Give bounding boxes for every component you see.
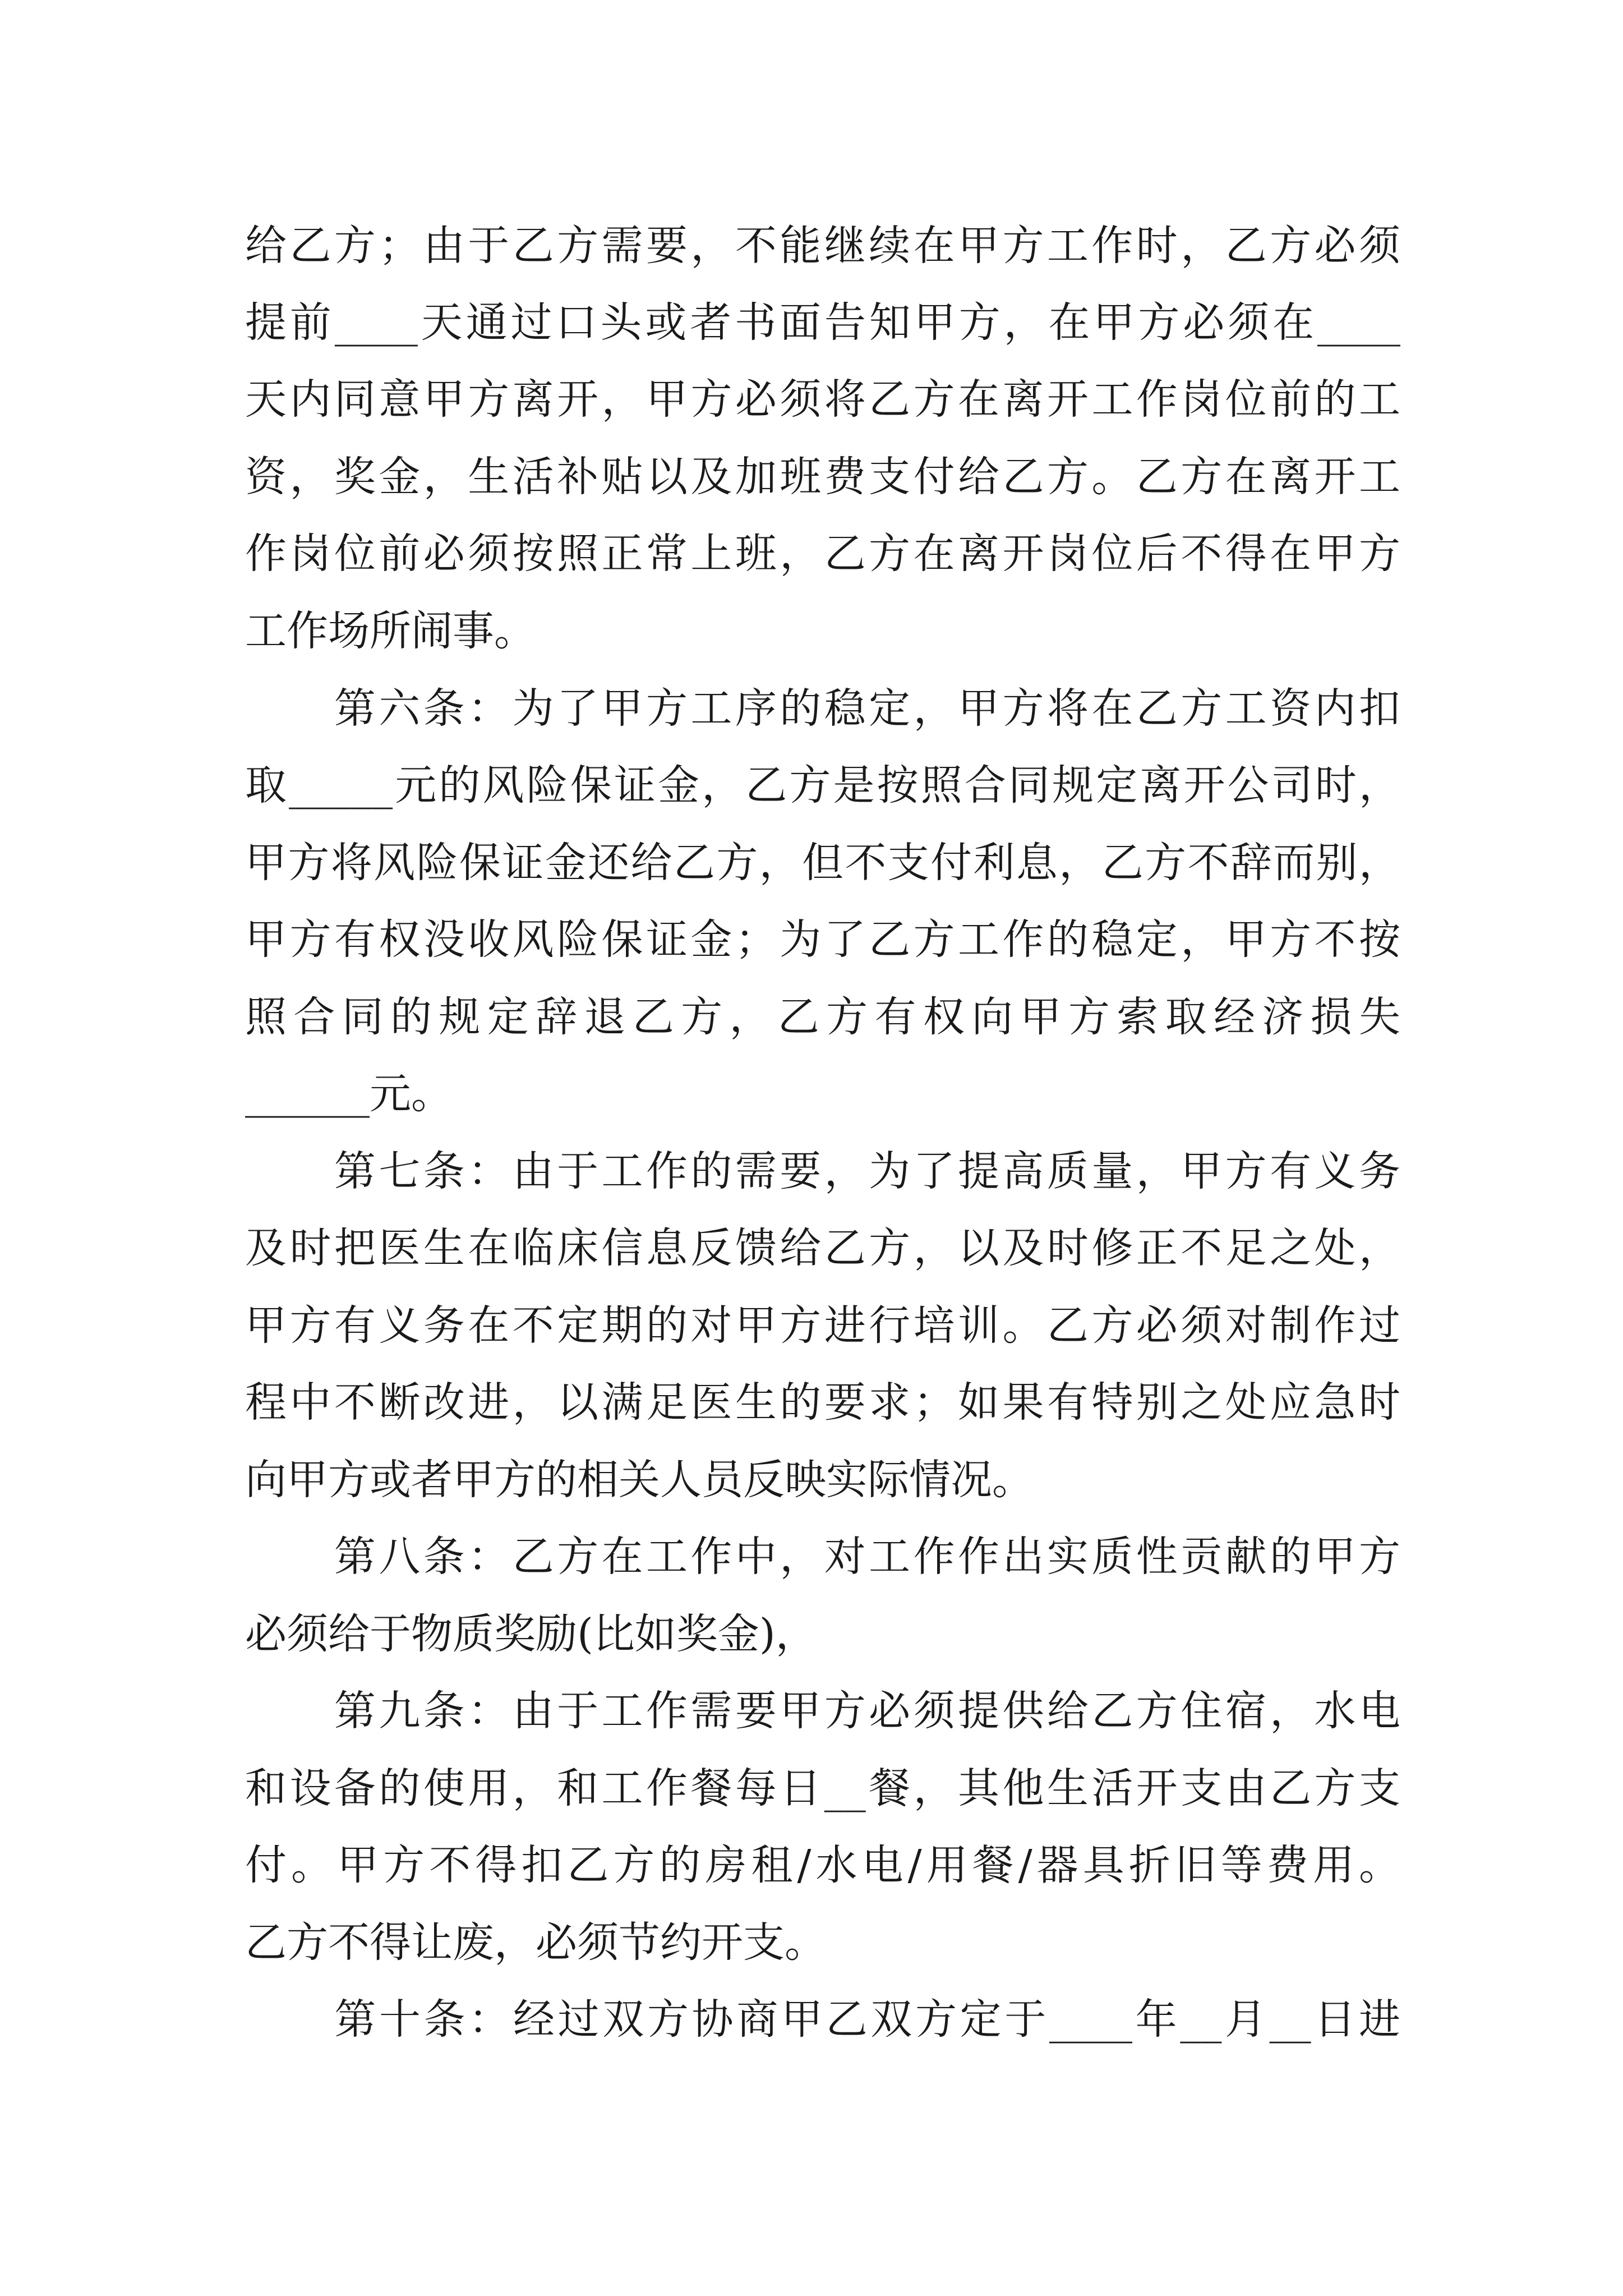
text-line: 资，奖金，生活补贴以及加班费支付给乙方。乙方在离开工 [245, 453, 1400, 501]
paragraph-first-line: 第八条：乙方在工作中，对工作作出实质性贡献的甲方 [245, 1533, 1400, 1581]
text-line: 程中不断改进，以满足医生的要求；如果有特别之处应急时 [245, 1378, 1400, 1427]
text-line: 乙方不得让废，必须节约开支。 [245, 1918, 826, 1967]
text-line: 和设备的使用，和工作餐每日__餐，其他生活开支由乙方支 [245, 1764, 1400, 1812]
text-line: 给乙方；由于乙方需要，不能继续在甲方工作时，乙方必须 [245, 222, 1400, 270]
text-line: 取_____元的风险保证金，乙方是按照合同规定离开公司时， [245, 761, 1400, 809]
text-line: 作岗位前必须按照正常上班，乙方在离开岗位后不得在甲方 [245, 530, 1400, 578]
text-line: ______元。 [245, 1070, 453, 1118]
text-line: 天内同意甲方离开，甲方必须将乙方在离开工作岗位前的工 [245, 375, 1400, 424]
text-line: 甲方有权没收风险保证金；为了乙方工作的稳定，甲方不按 [245, 915, 1400, 964]
paragraph-first-line: 第十条：经过双方协商甲乙双方定于____年__月__日进 [245, 1995, 1400, 2044]
text-line: 提前____天通过口头或者书面告知甲方，在甲方必须在____ [245, 298, 1400, 347]
text-line: 必须给于物质奖励(比如奖金)， [245, 1610, 817, 1658]
paragraph-first-line: 第六条：为了甲方工序的稳定，甲方将在乙方工资内扣 [245, 684, 1400, 733]
text-line: 付。甲方不得扣乙方的房租/水电/用餐/器具折旧等费用。 [245, 1841, 1400, 1889]
text-line: 照合同的规定辞退乙方，乙方有权向甲方索取经济损失 [245, 993, 1400, 1041]
text-line: 工作场所闹事。 [245, 607, 536, 655]
paragraph-first-line: 第九条：由于工作需要甲方必须提供给乙方住宿，水电 [245, 1687, 1400, 1735]
text-line: 甲方将风险保证金还给乙方，但不支付利息，乙方不辞而别， [245, 839, 1400, 887]
text-line: 向甲方或者甲方的相关人员反映实际情况。 [245, 1456, 1034, 1504]
paragraph-first-line: 第七条：由于工作的需要，为了提高质量，甲方有义务 [245, 1147, 1400, 1195]
text-line: 甲方有义务在不定期的对甲方进行培训。乙方必须对制作过 [245, 1301, 1400, 1350]
text-line: 及时把医生在临床信息反馈给乙方，以及时修正不足之处， [245, 1224, 1400, 1272]
